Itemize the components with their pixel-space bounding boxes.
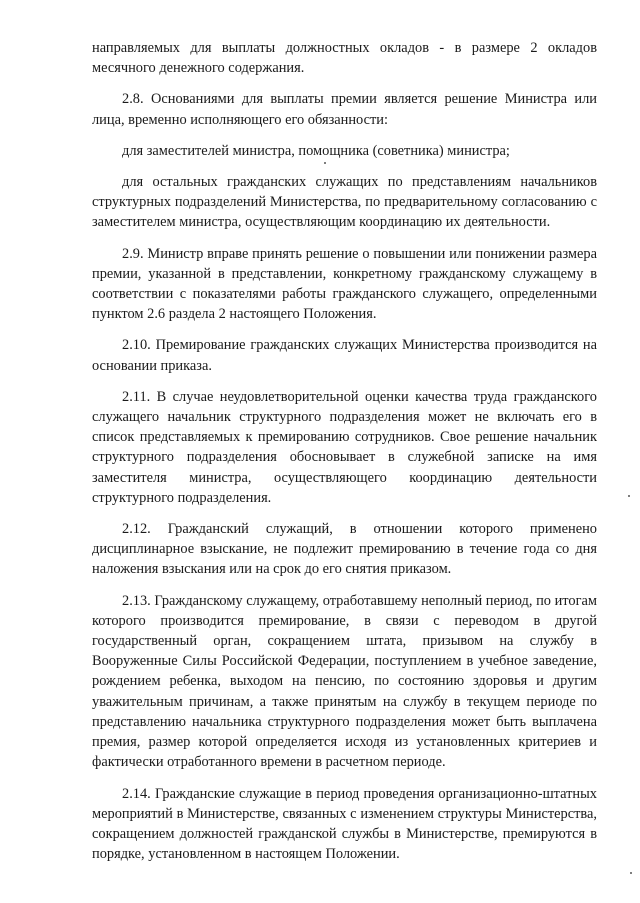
paragraph-2-13: 2.13. Гражданскому служащему, отработавшему неполный период, по итогам которого производится премирование, в связи с переводом в другой государственный орган, сокращением штата, призывом на службу в Вооруженные Силы Российской Федерации, поступлением в учебное заведение, рождением ребенка, выходом на пенсию, по состоянию здоровья и другим уважительным причинам, а также принятым на службу в текущем периоде по представлению начальника структурного подразделения может быть выплачена премия, размер которой определяется исходя из установленных критериев и фактически отработанного времени в расчетном периоде.	[92, 592, 597, 771]
paragraph-2-14: 2.14. Гражданские служащие в период проведения организационно-штатных мероприятий в Министерстве, связанных с изменением структуры Министерства, сокращением должностей гражданской службы в Министерстве, премируются в порядке, установленном в настоящем Положении.	[92, 785, 597, 863]
paragraph-2-10: 2.10. Премирование гражданских служащих Министерства производится на основании приказа.	[92, 337, 597, 374]
scan-speck	[628, 495, 630, 497]
paragraph-2-8: 2.8. Основаниями для выплаты премии является решение Министра или лица, временно исполняющего его обязанности:	[92, 91, 597, 128]
scan-speck	[324, 162, 326, 164]
document-body	[92, 38, 597, 864]
scan-speck	[630, 872, 632, 874]
paragraph-continuation: направляемых для выплаты должностных окладов - в размере 2 окладов месячного денежного содержания.	[92, 40, 597, 77]
paragraph-2-9: 2.9. Министр вправе принять решение о повышении или понижении размера премии, указанной в представлении, конкретному гражданскому служащему в соответствии с показателями работы гражданского служащего, определенными пунктом 2.6 раздела 2 настоящего Положения.	[92, 245, 597, 323]
paragraph-2-8-deputies: для заместителей министра, помощника (советника) министра;	[122, 142, 510, 159]
paragraph-2-12: 2.12. Гражданский служащий, в отношении которого применено дисциплинарное взыскание, не подлежит премированию в течение года со дня наложения взыскания или на срок до его снятия приказом.	[92, 521, 597, 578]
paragraph-2-8-others: для остальных гражданских служащих по представлениям начальников структурных подразделений Министерства, по предварительному согласованию с заместителем министра, осуществляющим координацию их деятельности.	[92, 174, 597, 231]
paragraph-2-11: 2.11. В случае неудовлетворительной оценки качества труда гражданского служащего начальник структурного подразделения может не включать его в список представляемых к премированию сотрудников. Свое решение начальник структурного подразделения обосновывает в служебной записке на имя заместителя министра, осуществляющего координацию деятельности структурного подразделения.	[92, 388, 597, 506]
